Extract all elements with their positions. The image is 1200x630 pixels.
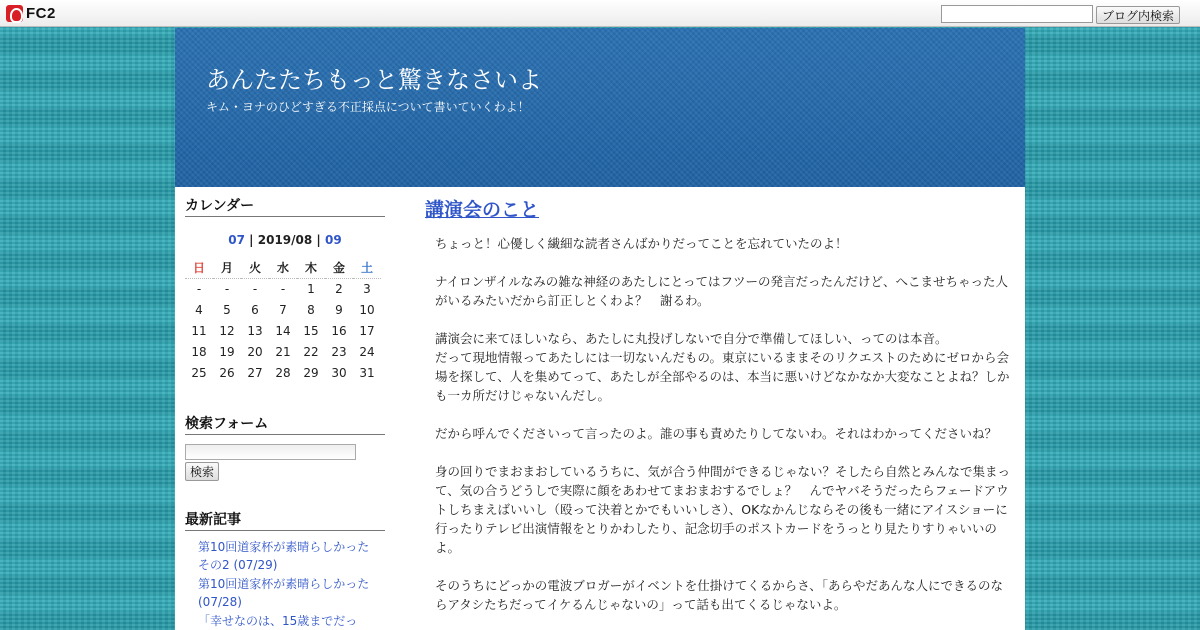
calendar-week-row <box>185 362 381 383</box>
fc2-logo[interactable] <box>6 4 56 23</box>
recent-entry-link[interactable]: 第10回道家杯が素晴らしかった その2 (07/29) <box>198 540 382 572</box>
calendar-day: 18 <box>191 344 207 359</box>
calendar-separator: | <box>312 233 325 247</box>
recent-entries-heading: 最新記事 <box>185 511 385 531</box>
calendar-day: 11 <box>191 323 207 338</box>
calendar-day: 10 <box>359 302 375 317</box>
calendar-day: 9 <box>335 302 343 317</box>
calendar-day: 14 <box>275 323 291 338</box>
calendar-day: 29 <box>303 365 319 380</box>
calendar-day: 22 <box>303 344 319 359</box>
recent-entries-list <box>185 538 385 630</box>
calendar-day: 2 <box>335 281 343 296</box>
calendar-day: - <box>252 281 258 296</box>
recent-entries-widget <box>185 511 385 630</box>
entry-paragraph: だから呼んでくださいって言ったのよ。誰の事も責めたりしてないわ。それはわかってくださいね？ <box>435 426 998 441</box>
calendar-day: 5 <box>223 302 231 317</box>
calendar-heading: カレンダー <box>185 197 385 217</box>
entry-body <box>425 234 1015 614</box>
calendar-day: 23 <box>331 344 347 359</box>
calendar-day: 3 <box>363 281 371 296</box>
calendar-current-month: 2019/08 <box>257 233 313 247</box>
calendar-day: - <box>224 281 230 296</box>
calendar-day: 16 <box>331 323 347 338</box>
calendar-day: 27 <box>247 365 263 380</box>
blog-header <box>175 28 1025 187</box>
sidebar-search-button[interactable]: 検索 <box>185 462 219 481</box>
search-form-heading: 検索フォーム <box>185 415 385 435</box>
list-item <box>198 538 385 574</box>
fc2-logo-text: FC2 <box>26 5 56 22</box>
sidebar <box>185 197 385 630</box>
calendar-day: 25 <box>191 365 207 380</box>
calendar-day: 7 <box>279 302 287 317</box>
sidebar-search-input[interactable] <box>185 444 356 460</box>
calendar-day: 21 <box>275 344 291 359</box>
fc2-topbar <box>0 0 1200 27</box>
list-item <box>198 575 385 611</box>
calendar-day: 19 <box>219 344 235 359</box>
calendar-day: 12 <box>219 323 235 338</box>
weekday-sat: 土 <box>353 258 381 278</box>
calendar-nav <box>185 233 385 248</box>
weekday-sun: 日 <box>185 258 213 278</box>
blog-description: キム・ヨナのひどすぎる不正採点について書いていくわよ！ <box>206 100 530 114</box>
calendar-day: 15 <box>303 323 319 338</box>
entry-title-link[interactable]: 講演会のこと <box>425 199 540 221</box>
fc2-logo-icon <box>6 5 23 22</box>
calendar-day: 1 <box>307 281 315 296</box>
main-column <box>425 197 1015 630</box>
calendar-day: 24 <box>359 344 375 359</box>
calendar-table <box>185 258 381 383</box>
calendar-day: 28 <box>275 365 291 380</box>
entry-paragraph: ちょっと！心優しく繊細な読者さんばかりだってことを忘れていたのよ！ <box>435 236 848 251</box>
entry-paragraph: ナイロンザイルなみの雑な神経のあたしにとってはフツーの発言だったんだけど、へこませちゃった人がいるみたいだから訂正しとくわよ？ 謝るわ。 <box>435 274 1009 308</box>
calendar-day: 30 <box>331 365 347 380</box>
content-area <box>175 187 1025 630</box>
blog-search-input[interactable] <box>941 5 1093 23</box>
calendar-widget <box>185 197 385 383</box>
recent-entry-link[interactable]: 「幸せなのは、15歳までだっ <box>198 614 358 628</box>
calendar-day: 13 <box>247 323 263 338</box>
entry-paragraph: 講演会に来てほしいなら、あたしに丸投げしないで自分で準備してほしい、ってのは本音。 だって現地情報ってあたしには一切ないんだもの。東京にいるままそのリクエストのためにゼロから会場を探して、人を集めてって、あたしが全部やるのは、本当に悪いけどなかなか大変なことよね？しかも一カ所だけじゃないんだし。 <box>435 331 1010 403</box>
weekday-mon: 月 <box>213 258 241 278</box>
calendar-day: 17 <box>359 323 375 338</box>
calendar-week-row <box>185 278 381 299</box>
weekday-wed: 水 <box>269 258 297 278</box>
calendar-next-link[interactable]: 09 <box>324 233 342 247</box>
calendar-week-row <box>185 299 381 320</box>
calendar-day: 31 <box>359 365 375 380</box>
calendar-week-row <box>185 341 381 362</box>
weekday-fri: 金 <box>325 258 353 278</box>
search-form-widget <box>185 415 385 481</box>
list-item <box>198 612 385 630</box>
calendar-week-row <box>185 320 381 341</box>
calendar-day: - <box>280 281 286 296</box>
calendar-weekday-row <box>185 258 381 278</box>
weekday-tue: 火 <box>241 258 269 278</box>
calendar-prev-link[interactable]: 07 <box>228 233 245 247</box>
calendar-day: 8 <box>307 302 315 317</box>
entry-paragraph: 身の回りでまおまおしているうちに、気が合う仲間ができるじゃない？そしたら自然とみんなで集まって、気の合うどうしで実際に顔をあわせてまおまおするでしょ？ んでヤバそうだったらフェードアウトしちまえばいいし（殴って決着とかでもいいしさ）、OKなかんじならその後も一緒にアイスショーに行ったりテレビ出演情報をとりかわしたり、記念切手のポストカードをうっとり見たりすりゃいいのよ。 <box>435 464 1011 555</box>
calendar-day: 26 <box>219 365 235 380</box>
calendar-separator: | <box>245 233 258 247</box>
entry-paragraph: そのうちにどっかの電波ブロガーがイベントを仕掛けてくるからさ、「あらやだあんな人にできるのならアタシたちだってイケるんじゃないの」って話も出てくるじゃないよ。 <box>435 578 1004 612</box>
calendar-day: 6 <box>251 302 259 317</box>
blog-title[interactable]: あんたたちもっと驚きなさいよ <box>206 66 542 94</box>
recent-entry-link[interactable]: 第10回道家杯が素晴らしかった (07/28) <box>198 577 370 609</box>
calendar-day: 4 <box>195 302 203 317</box>
calendar-day: - <box>196 281 202 296</box>
blog-search-button[interactable]: ブログ内検索 <box>1096 6 1180 24</box>
calendar-day: 20 <box>247 344 263 359</box>
weekday-thu: 木 <box>297 258 325 278</box>
